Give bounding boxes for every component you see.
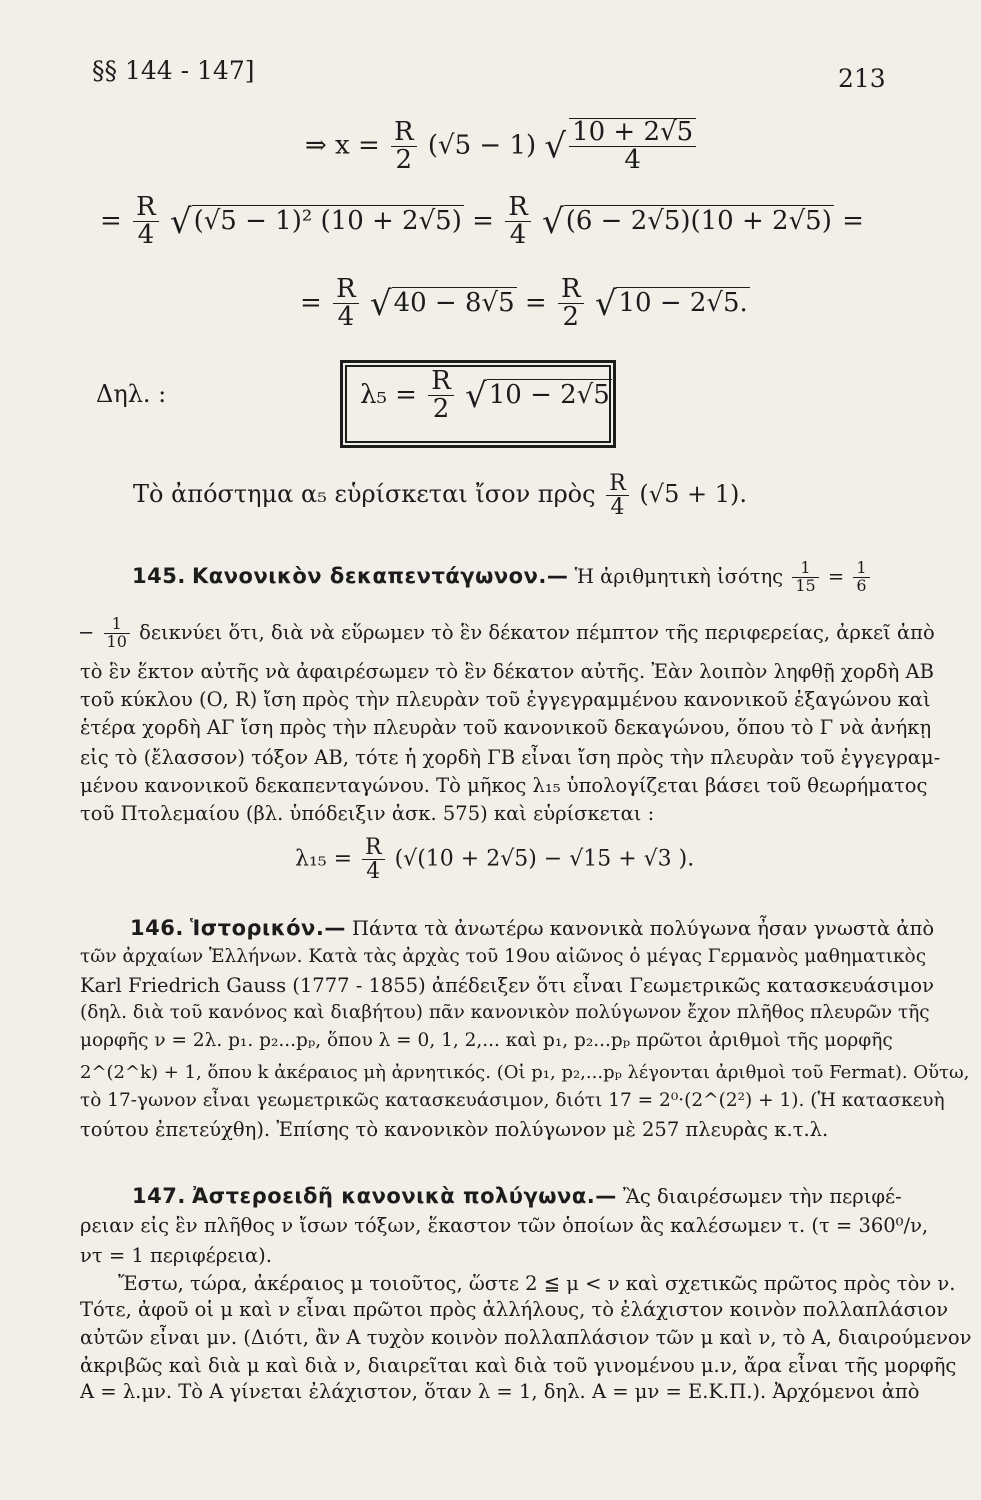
equals-sign-3: = xyxy=(842,205,864,236)
equals-sign-2: = xyxy=(472,205,494,236)
fraction-r-over-4: $\frac{R}{4}$ xyxy=(362,836,385,883)
section-146-line-7: τὸ 17-γωνον εἶναι γεωμετρικῶς κατασκευάσιμον, διότι 17 = 2⁰·(2^(2²) + 1). (Ἡ κατασκευὴ xyxy=(80,1090,945,1111)
section-145-heading-line: 145. Κανονικὸν δεκαπεντάγωνον.— Ἡ ἀριθμητικὴ ἰσότης $\frac{1}{15}$ = $\frac{1}{6}$ xyxy=(132,560,878,595)
section-147-line-2: ρειαν εἰς ἓν πλῆθος ν ἴσων τόξων, ἕκαστον τῶν ὁποίων ἂς καλέσωμεν τ. (τ = 360⁰/ν, xyxy=(80,1214,929,1237)
fraction-r-over-2: $\frac{R}{2}$ xyxy=(391,119,417,175)
eq-lhs: ⇒ x = xyxy=(305,130,380,161)
apothem-radical: (√5 + 1). xyxy=(639,480,747,509)
running-header: §§ 144 - 147] xyxy=(92,56,255,85)
section-147-line-5: Τότε, ἀφοῦ οἱ μ καὶ ν εἶναι πρῶτοι πρὸς ἀλλήλους, τὸ ἐλάχιστον κοινὸν πολλαπλάσιον xyxy=(80,1298,949,1321)
fraction-r-over-4-b: $\frac{R}{4}$ xyxy=(505,194,531,250)
boxed-result xyxy=(360,368,612,424)
radical-2: √10 − 2√5. xyxy=(594,283,748,324)
section-145-line-1: − $\frac{1}{10}$ δεικνύει ὅτι, διὰ νὰ εὕρωμεν τὸ ἓν δέκατον πέμπτον τῆς περιφερείας, ἀρκεῖ ἀπὸ xyxy=(78,614,935,651)
equation-x xyxy=(305,118,699,175)
fraction-r-over-4: $\frac{R}{4}$ xyxy=(333,276,359,332)
section-147-line-3: ντ = 1 περιφέρεια). xyxy=(80,1244,272,1267)
equals-sign-2: = xyxy=(524,287,547,318)
section-146-line-8: τούτου ἐπετεύχθη). Ἐπίσης τὸ κανονικὸν πολύγωνον μὲ 257 πλευρὰς κ.τ.λ. xyxy=(80,1118,829,1141)
fraction-r-over-4: $\frac{R}{4}$ xyxy=(606,472,629,519)
section-146-line-2: τῶν ἀρχαίων Ἑλλήνων. Κατὰ τὰς ἀρχὰς τοῦ 19ου αἰῶνος ὁ μέγας Γερμανὸς μαθηματικὸς xyxy=(80,946,927,967)
section-147-line-4: Ἔστω, τώρα, ἀκέραιος μ τοιοῦτος, ὥστε 2 ≦ μ < ν καὶ σχετικῶς πρῶτος πρὸς τὸν ν. xyxy=(118,1272,956,1295)
lambda-15: λ₁₅ = xyxy=(295,846,353,872)
radical: √ $\frac{10 + 2√5}{4}$ xyxy=(544,118,699,175)
section-145-line-3: τοῦ κύκλου (Ο, R) ἴση πρὸς τὴν πλευρὰν τοῦ ἐγγεγραμμένου κανονικοῦ ἑξαγώνου καὶ xyxy=(80,688,931,711)
section-145-line-4: ἑτέρα χορδὴ ΑΓ ἴση πρὸς τὴν πλευρὰν τοῦ κανονικοῦ δεκαγώνου, ὅπου τὸ Γ νὰ ἀνήκῃ xyxy=(80,716,932,739)
lambda-15-body: (√(10 + 2√5) − √15 + √3 ). xyxy=(394,846,695,872)
section-147-title: Ἀστεροειδῆ κανονικὰ πολύγωνα.— xyxy=(192,1184,617,1208)
fraction-1-10: $\frac{1}{10}$ xyxy=(104,616,130,651)
section-145-lead: Ἡ ἀριθμητικὴ ἰσότης xyxy=(574,564,784,588)
fraction-r-over-4: $\frac{R}{4}$ xyxy=(133,194,159,250)
page-number: 213 xyxy=(838,64,886,93)
section-147-line-8: Α = λ.μν. Τὸ Α γίνεται ἐλάχιστον, ὅταν λ = 1, δηλ. Α = μν = Ε.Κ.Π.). Ἀρχόμενοι ἀπὸ xyxy=(80,1380,920,1403)
section-145-line-5: εἰς τὸ (ἔλασσον) τόξον ΑΒ, τότε ἡ χορδὴ ΓΒ εἶναι ἴση πρὸς τὴν πλευρὰν τοῦ ἐγγεγραμ- xyxy=(80,746,941,769)
equation-simplified xyxy=(300,276,750,332)
section-145-line-7: τοῦ Πτολεμαίου (βλ. ὑπόδειξιν ἀσκ. 575) καὶ εὑρίσκεται : xyxy=(80,802,655,825)
equals-sign: = xyxy=(100,205,122,236)
radical-1: √(√5 − 1)² (10 + 2√5) xyxy=(169,201,462,242)
section-146-line-6: 2^(2^k) + 1, ὅπου k ἀκέραιος μὴ ἀρνητικός. (Οἱ p₁, p₂,...pₚ λέγονται ἀριθμοὶ τοῦ Fermat). Οὕτω, xyxy=(80,1062,970,1083)
section-147-line-7: ἀκριβῶς καὶ διὰ μ καὶ διὰ ν, διαιρεῖται καὶ διὰ τοῦ γινομένου μ.ν, ἄρα εἶναι τῆς μορφῆς xyxy=(80,1354,957,1377)
boxed-label: Δηλ. : xyxy=(96,380,167,408)
section-146-line-5: μορφῆς ν = 2λ. p₁. p₂...pₚ, ὅπου λ = 0, 1, 2,... καὶ p₁, p₂...pₚ πρῶτοι ἀριθμοὶ τῆς μορφῆς xyxy=(80,1030,893,1051)
section-145-number: 145. xyxy=(132,563,186,588)
radical-1: √40 − 8√5 xyxy=(369,283,515,324)
eq-term: (√5 − 1) xyxy=(427,130,537,161)
section-147-line-6: αὐτῶν εἶναι μν. (Διότι, ἂν Α τυχὸν κοινὸν πολλαπλάσιον τῶν μ καὶ ν, τὸ Α, διαιρούμενον xyxy=(80,1326,972,1349)
apothem-text: Τὸ ἀπόστημα α₅ εὑρίσκεται ἴσον πρὸς xyxy=(133,480,596,509)
section-146-number: 146. xyxy=(130,916,184,940)
apothem-line xyxy=(133,472,747,519)
section-146-title: Ἱστορικόν.— xyxy=(190,916,346,940)
section-145-title: Κανονικὸν δεκαπεντάγωνον.— xyxy=(192,563,569,588)
section-147-number: 147. xyxy=(132,1184,186,1208)
fraction-1-15: $\frac{1}{15}$ xyxy=(792,560,818,595)
section-145-line-2: τὸ ἓν ἕκτον αὐτῆς νὰ ἀφαιρέσωμεν τὸ ἓν δέκατον αὐτῆς. Ἐὰν λοιπὸν ληφθῇ χορδὴ ΑΒ xyxy=(80,660,934,683)
lambda-5: λ₅ = xyxy=(360,379,417,410)
section-147-line-1 xyxy=(132,1184,902,1208)
equation-expansion xyxy=(100,194,864,250)
radical: √10 − 2√5 xyxy=(465,375,610,416)
section-146-line-3: Karl Friedrich Gauss (1777 - 1855) ἀπέδειξεν ὅτι εἶναι Γεωμετρικῶς κατασκευάσιμον xyxy=(80,974,934,997)
section-146-line-4: (δηλ. διὰ τοῦ κανόνος καὶ διαβήτου) πᾶν κανονικὸν πολύγωνον ἔχον πλῆθος πλευρῶν τῆς xyxy=(80,1002,930,1023)
section-146-lead: Πάντα τὰ ἀνωτέρω κανονικὰ πολύγωνα ἦσαν γνωστὰ ἀπὸ xyxy=(352,917,935,940)
section-145-line-6: μένου κανονικοῦ δεκαπενταγώνου. Τὸ μῆκος λ₁₅ ὑπολογίζεται βάσει τοῦ θεωρήματος xyxy=(80,774,928,797)
radical-2: √(6 − 2√5)(10 + 2√5) xyxy=(542,201,832,242)
section-147-lead: Ἂς διαιρέσωμεν τὴν περιφέ- xyxy=(622,1185,902,1208)
equals-sign: = xyxy=(300,287,322,318)
equation-lambda-15 xyxy=(295,836,694,883)
fraction-r-over-2: $\frac{R}{2}$ xyxy=(558,276,584,332)
section-146-line-1 xyxy=(130,916,934,940)
fraction-1-6: $\frac{1}{6}$ xyxy=(853,560,869,595)
fraction-r-over-2: $\frac{R}{2}$ xyxy=(428,368,454,424)
